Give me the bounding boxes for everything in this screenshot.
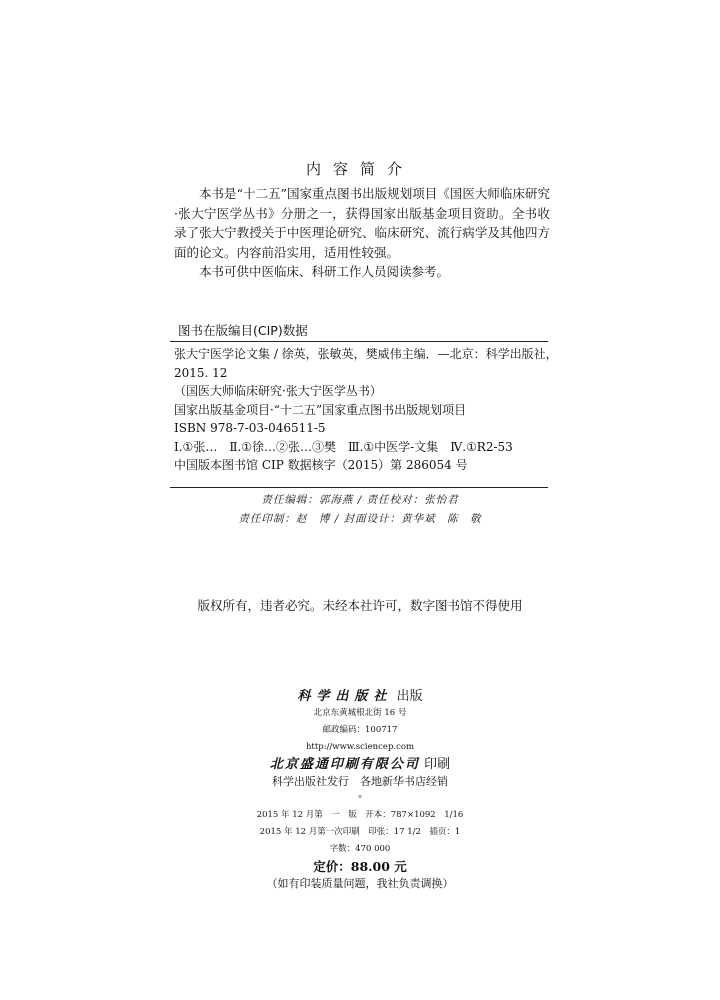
credits-production: 责任印制：赵 博 / 封面设计：黄华斌 陈 敬	[238, 513, 482, 525]
cip-line: ISBN 978-7-03-046511-5	[174, 421, 326, 435]
cip-record	[174, 345, 558, 475]
credits	[0, 491, 720, 529]
cip-line: 国家出版基金项目·“十二五”国家重点图书出版规划项目	[174, 402, 467, 417]
publisher-url: http://www.sciencep.com	[305, 742, 415, 752]
publisher-name: 科学出版社	[297, 689, 393, 704]
publisher-postcode: 邮政编码：100717	[322, 725, 398, 735]
quality-notice: （如有印装质量问题，我社负责调换）	[266, 877, 454, 890]
printing-line: 2015 年 12 月第一次印刷 印张：17 1/2 插页：1	[259, 827, 461, 837]
separator-mark: *	[358, 794, 362, 803]
printer-line	[0, 756, 720, 773]
cip-line: Ⅰ.①张… Ⅱ.①徐…②张…③樊 Ⅲ.①中医学-文集 Ⅳ.①R2-53	[174, 439, 513, 454]
summary-paragraph: 本书可供中医临床、科研工作人员阅读参考。	[199, 264, 450, 279]
edition-line: 2015 年 12 月第 一 版 开本：787×1092 1/16	[256, 810, 464, 820]
cip-top-rule	[170, 341, 548, 342]
credits-editors: 责任编辑：郭海燕 / 责任校对：张怡君	[261, 494, 459, 506]
publisher-suffix: 出版	[396, 689, 423, 704]
distribution-line: 科学出版社发行 各地新华书店经销	[272, 775, 448, 788]
cip-line: （国医大师临床研究·张大宁医学丛书）	[174, 384, 382, 398]
price: 定价：88.00 元	[313, 859, 407, 874]
summary-paragraph: 本书是“十二五”国家重点图书出版规划项目《国医大师临床研究·张大宁医学丛书》分册之一，获得国家出版基金项目资助。全书收录了张大宁教授关于中医理论研究、临床研究、流行病学及其他四方面的论文。内容前沿实用，适用性较强。	[174, 186, 550, 260]
colophon	[0, 688, 720, 892]
word-count: 字数：470 000	[329, 844, 391, 854]
cip-heading: 图书在版编目(CIP)数据	[178, 323, 308, 338]
publisher-line	[0, 688, 720, 705]
summary-title: 内容简介	[305, 160, 414, 178]
summary-section	[174, 184, 550, 282]
copyright-notice: 版权所有，违者必究。未经本社许可，数字图书馆不得使用	[197, 598, 523, 613]
printer-suffix: 印刷	[424, 757, 451, 772]
cip-line: 张大宁医学论文集 / 徐英，张敏英，樊威伟主编．—北京：科学出版社，	[174, 347, 558, 361]
publisher-address: 北京东黄城根北街 16 号	[313, 708, 407, 718]
cip-bottom-rule	[170, 487, 548, 488]
printer-name: 北京盛通印刷有限公司	[269, 757, 420, 772]
cip-line: 中国版本图书馆 CIP 数据核字（2015）第 286054 号	[174, 458, 468, 472]
cip-line: 2015. 12	[174, 365, 228, 380]
